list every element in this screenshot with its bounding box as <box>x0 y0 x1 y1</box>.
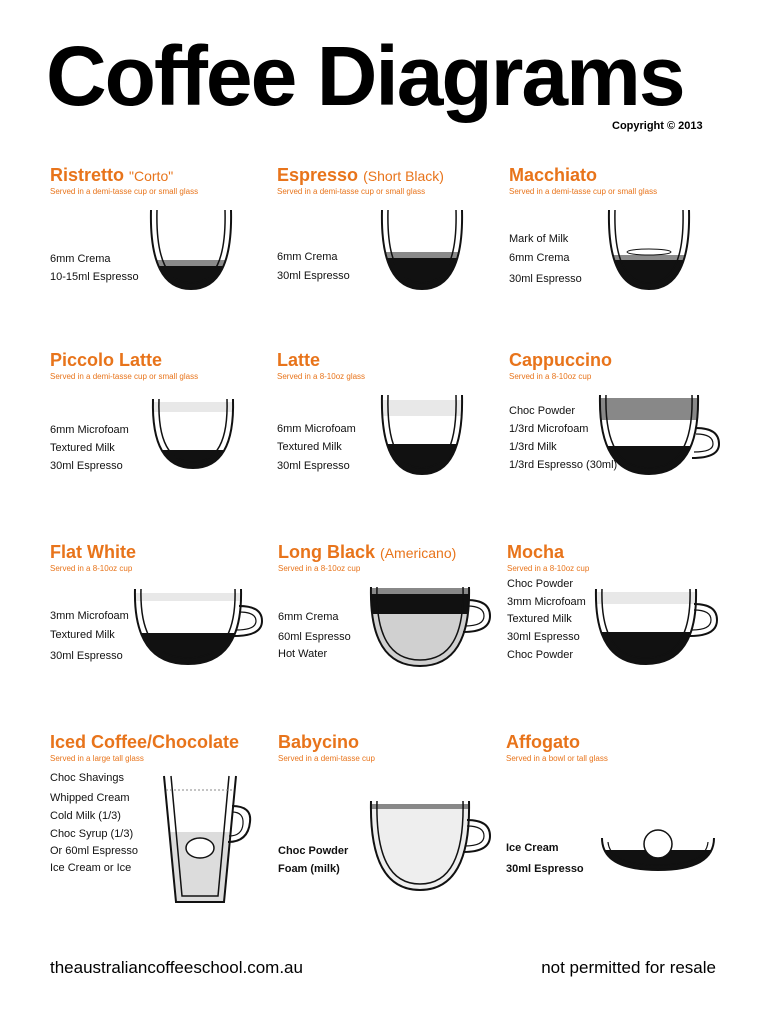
mocha-cup-icon <box>591 584 723 669</box>
served-note: Served in a demi-tasse cup or small glass <box>509 187 658 196</box>
served-note: Served in a demi-tasse cup or small glass <box>50 187 199 196</box>
drink-title: Ristretto <box>50 165 125 185</box>
drink-latte <box>277 350 517 540</box>
layer-label: Mark of Milk <box>509 233 569 245</box>
served-note: Served in a 8-10oz cup <box>509 372 592 381</box>
affogato-bowl-icon <box>598 828 718 876</box>
drink-title: Macchiato <box>509 165 598 185</box>
layer-label: Choc Powder <box>509 405 576 417</box>
page-title: Coffee Diagrams <box>46 29 684 123</box>
served-note: Served in a 8-10oz cup <box>50 564 133 573</box>
served-note: Served in a demi-tasse cup or small glass <box>277 187 426 196</box>
drink-subtitle: "Corto" <box>129 168 174 184</box>
drink-long-black <box>278 542 518 732</box>
tall-glass-icon <box>156 772 256 910</box>
layer-label: Choc Shavings <box>50 772 124 784</box>
copyright-notice: Copyright © 2013 <box>612 120 703 132</box>
served-note: Served in a bowl or tall glass <box>506 754 608 763</box>
layer-label: 30ml Espresso <box>509 273 582 285</box>
drink-mocha <box>507 542 747 732</box>
layer-label: 10-15ml Espresso <box>50 271 139 283</box>
layer-label: 6mm Crema <box>278 611 339 623</box>
layer-label: 6mm Crema <box>509 252 570 264</box>
demitasse-cup-icon <box>377 205 467 295</box>
drink-title: Mocha <box>507 542 565 562</box>
layer-label: 60ml Espresso <box>278 631 351 643</box>
layer-label: 30ml Espresso <box>50 460 123 472</box>
layer-label: 1/3rd Espresso (30ml) <box>509 459 618 471</box>
served-note: Served in a 8-10oz cup <box>507 564 590 573</box>
layer-label: Ice Cream or Ice <box>50 862 132 874</box>
drink-babycino <box>278 732 518 922</box>
layer-label: Textured Milk <box>50 629 115 641</box>
footer-website: theaustraliancoffeeschool.com.au <box>50 958 303 977</box>
layer-label: 6mm Crema <box>50 253 111 265</box>
drink-title: Cappuccino <box>509 350 613 370</box>
drink-title: Espresso <box>277 165 359 185</box>
layer-label: Or 60ml Espresso <box>50 845 139 857</box>
layer-label: 30ml Espresso <box>277 270 350 282</box>
cappuccino-cup-icon <box>595 390 725 480</box>
drink-macchiato <box>509 165 749 355</box>
layer-label: Textured Milk <box>277 441 342 453</box>
layer-label: Hot Water <box>278 648 328 660</box>
demitasse-cup-icon <box>604 205 694 295</box>
layer-label: Textured Milk <box>50 442 115 454</box>
layer-label: 1/3rd Milk <box>509 441 557 453</box>
layer-label: 6mm Crema <box>277 251 338 263</box>
drink-piccolo-latte <box>50 350 290 540</box>
layer-label: 1/3rd Microfoam <box>509 423 589 435</box>
drink-title: Iced Coffee/Chocolate <box>50 732 240 752</box>
babycino-cup-icon <box>366 796 496 896</box>
drink-iced-coffee-chocolate <box>50 732 290 922</box>
drink-subtitle: (Americano) <box>380 545 457 561</box>
served-note: Served in a 8-10oz glass <box>277 372 366 381</box>
served-note: Served in a demi-tasse cup <box>278 754 375 763</box>
layer-label: Choc Powder <box>507 649 574 661</box>
layer-label: Choc Powder <box>278 845 349 857</box>
layer-label: Whipped Cream <box>50 792 130 804</box>
flat-white-cup-icon <box>130 584 265 669</box>
drink-title: Latte <box>277 350 321 370</box>
footer-resale-note: not permitted for resale <box>541 958 716 977</box>
layer-label: 30ml Espresso <box>507 631 580 643</box>
drink-flat-white <box>50 542 290 732</box>
drink-cappuccino <box>509 350 749 540</box>
layer-label: Ice Cream <box>506 842 559 854</box>
layer-label: Cold Milk (1/3) <box>50 810 121 822</box>
layer-label: 6mm Microfoam <box>50 424 129 436</box>
latte-glass-icon <box>377 390 467 480</box>
drink-title: Affogato <box>506 732 580 752</box>
served-note: Served in a demi-tasse cup or small glass <box>50 372 199 381</box>
layer-label: 6mm Microfoam <box>277 423 356 435</box>
layer-label: Choc Powder <box>507 578 574 590</box>
layer-label: 30ml Espresso <box>506 863 584 875</box>
demitasse-cup-icon <box>148 394 238 474</box>
layer-label: 3mm Microfoam <box>50 610 129 622</box>
layer-label: 30ml Espresso <box>277 460 350 472</box>
layer-label: Foam (milk) <box>278 863 340 875</box>
drink-title: Babycino <box>278 732 360 752</box>
drink-title: Flat White <box>50 542 136 562</box>
drink-title: Long Black <box>278 542 376 562</box>
long-black-cup-icon <box>366 582 496 672</box>
served-note: Served in a 8-10oz cup <box>278 564 361 573</box>
drink-subtitle: (Short Black) <box>363 168 444 184</box>
layer-label: 30ml Espresso <box>50 650 123 662</box>
layer-label: Textured Milk <box>507 613 572 625</box>
drink-affogato <box>506 732 746 922</box>
layer-label: 3mm Microfoam <box>507 596 586 608</box>
drink-ristretto <box>50 165 290 355</box>
drink-title: Piccolo Latte <box>50 350 163 370</box>
served-note: Served in a large tall glass <box>50 754 144 763</box>
drink-espresso <box>277 165 517 355</box>
layer-label: Choc Syrup (1/3) <box>50 828 134 840</box>
demitasse-cup-icon <box>146 205 236 295</box>
